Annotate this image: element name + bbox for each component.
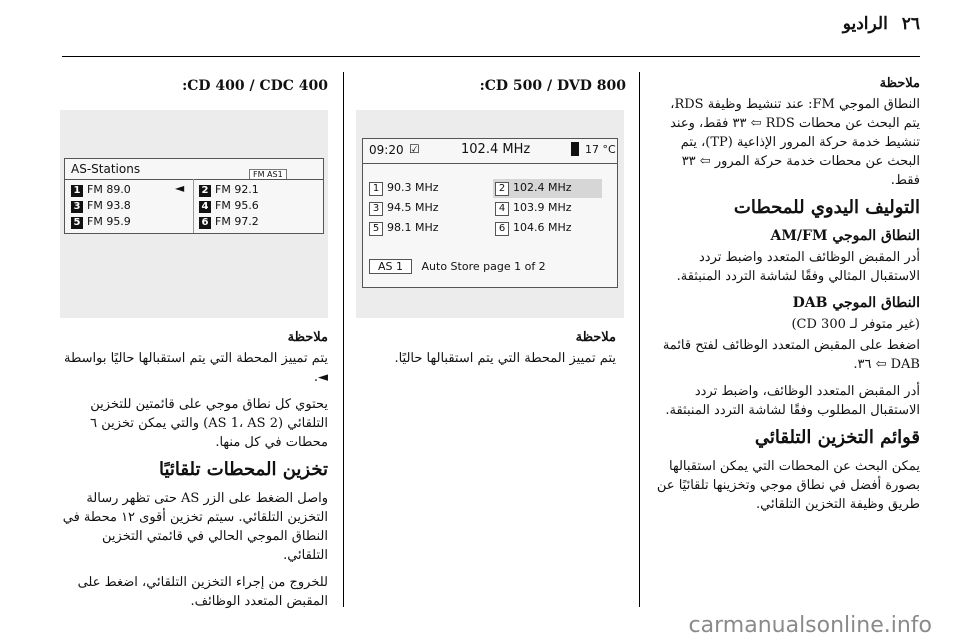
preset-freq: FM 95.6: [215, 199, 259, 212]
preset-number: 5: [369, 222, 383, 236]
middle-note: [356, 328, 616, 376]
paragraph: للخروج من إجراء التخزين التلقائي، اضغط على المقبض المتعدد الوظائف.: [77, 575, 328, 609]
radio-screen: [64, 158, 324, 234]
paragraph: يحتوي كل نطاق موجي على قائمتين للتخزين التلقائي (AS 1، AS 2) والتي يمكن تخزين ٦ محطات في كل منها.: [90, 397, 328, 450]
screen-top-bar: [363, 139, 617, 164]
figure-cd500: [356, 110, 624, 318]
preset-number: 5: [71, 217, 83, 229]
column-heading: :CD 400 / CDC 400: [182, 78, 328, 94]
section-heading: قوائم التخزين التلقائي: [754, 427, 920, 448]
header-rule: [62, 56, 920, 57]
preset-freq: 103.9 MHz: [513, 201, 572, 214]
frequency-display: 102.4 MHz: [461, 142, 531, 157]
grid-divider: [193, 179, 194, 233]
preset-number: 2: [495, 182, 509, 196]
section-heading: تخزين المحطات تلقائيًا: [159, 459, 328, 480]
figure-cd400: [60, 110, 328, 318]
note-heading: ملاحظة: [287, 330, 328, 345]
column-divider-left: [343, 72, 344, 607]
preset-number: 4: [199, 201, 211, 213]
preset-number: 1: [369, 182, 383, 196]
note-heading: ملاحظة: [879, 76, 920, 91]
check-icon: ☑: [409, 142, 420, 156]
preset-number: 6: [199, 217, 211, 229]
clock: 09:20: [369, 143, 404, 157]
page-number: ٢٦: [901, 14, 920, 34]
left-text: [60, 328, 328, 619]
page-header: [843, 14, 920, 34]
radio-screen: [362, 138, 618, 288]
page-title: الراديو: [842, 14, 888, 34]
paragraph: اضغط على المقبض المتعدد الوظائف لفتح قائمة DAB ⇦ ٣٦.: [662, 338, 920, 372]
title-divider: [65, 179, 323, 180]
preset-2-selected[interactable]: [493, 179, 602, 198]
preset-5[interactable]: [369, 221, 439, 236]
preset-3[interactable]: [71, 199, 131, 213]
subsection-heading: النطاق الموجي DAB: [792, 295, 920, 311]
preset-freq: 102.4 MHz: [513, 181, 572, 194]
paragraph: (غير متوفر لـ CD 300): [791, 317, 920, 332]
speaker-icon: ◄: [175, 181, 185, 195]
preset-5[interactable]: [71, 215, 131, 229]
preset-number: 3: [369, 202, 383, 216]
preset-number: 6: [495, 222, 509, 236]
paragraph: أدر المقبض المتعدد الوظائف، واضبط تردد الاستقبال المطلوب وفقًا لشاشة التردد المنبثقة.: [665, 384, 920, 418]
preset-freq: 104.6 MHz: [513, 221, 572, 234]
preset-2[interactable]: [199, 183, 259, 197]
right-column: [652, 74, 920, 522]
preset-number: 4: [495, 202, 509, 216]
preset-number: 2: [199, 185, 211, 197]
subsection-heading: النطاق الموجي AM/FM: [770, 228, 920, 244]
note-heading: ملاحظة: [575, 330, 616, 345]
autostore-page: Auto Store page 1 of 2: [421, 260, 546, 273]
preset-freq: 90.3 MHz: [387, 181, 439, 194]
temperature: 17 °C: [585, 143, 616, 156]
phone-icon: [571, 142, 579, 156]
note-text: النطاق الموجي FM: عند تنشيط وظيفة RDS، يتم البحث عن محطات RDS ⇦ ٣٣ فقط، وعند تنشيط خدمة حركة المرور الإذاعية (TP)، يتم البحث عن محطات خدمة حركة المرور ⇦ ٣٣ فقط.: [670, 97, 920, 188]
preset-freq: 98.1 MHz: [387, 221, 439, 234]
paragraph: أدر المقبض الوظائف المتعدد واضبط تردد الاستقبال المثالي وفقًا لشاشة التردد المنبثقة.: [676, 250, 920, 284]
preset-4[interactable]: [495, 201, 572, 216]
preset-1[interactable]: [71, 183, 131, 197]
preset-number: 3: [71, 201, 83, 213]
note-text: يتم تمييز المحطة التي يتم استقبالها حاليًا بواسطة ◄.: [63, 351, 328, 385]
preset-1[interactable]: [369, 181, 439, 196]
preset-freq: FM 93.8: [87, 199, 131, 212]
preset-6[interactable]: [495, 221, 572, 236]
preset-freq: FM 92.1: [215, 183, 259, 196]
list-title: AS-Stations: [71, 162, 141, 176]
paragraph: واصل الضغط على الزر AS حتى تظهر رسالة التخزين التلقائي. سيتم تخزين أقوى ١٢ محطة في النطاق الموجي الحالي في قائمتي التخزين التلقائي.: [62, 491, 328, 563]
section-heading: التوليف اليدوي للمحطات: [733, 197, 920, 218]
preset-6[interactable]: [199, 215, 259, 229]
autostore-bar: [369, 259, 546, 274]
preset-freq: 94.5 MHz: [387, 201, 439, 214]
preset-number: 1: [71, 185, 83, 197]
column-heading: :CD 500 / DVD 800: [479, 78, 626, 94]
paragraph: يمكن البحث عن المحطات التي يمكن استقبالها بصورة أفضل في نطاق موجي وتخزينها تلقائيًا عن طريق وظيفة التخزين التلقائي.: [656, 459, 920, 512]
preset-freq: FM 95.9: [87, 215, 131, 228]
as-button[interactable]: AS 1: [369, 259, 412, 274]
column-divider-right: [639, 72, 640, 607]
preset-3[interactable]: [369, 201, 439, 216]
note-text: يتم تمييز المحطة التي يتم استقبالها حاليًا.: [394, 351, 616, 366]
preset-freq: FM 97.2: [215, 215, 259, 228]
preset-freq: FM 89.0: [87, 183, 131, 196]
preset-4[interactable]: [199, 199, 259, 213]
band-tag: FM AS1: [249, 169, 287, 180]
watermark-text: carmanualsonline.info: [688, 613, 932, 638]
